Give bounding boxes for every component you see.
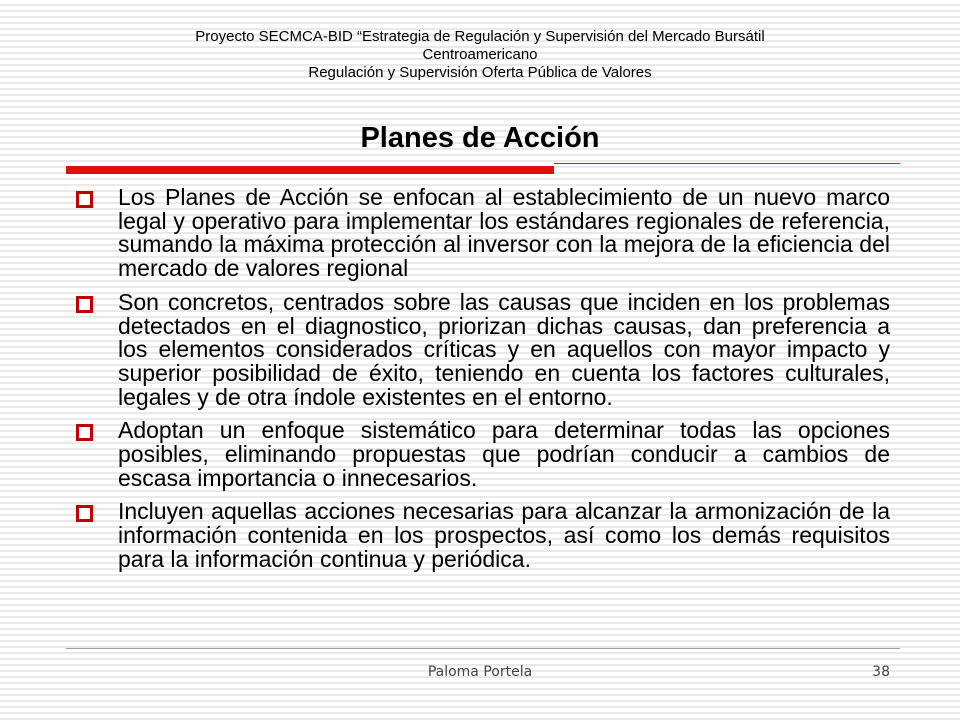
slide-title: Planes de Acción — [360, 122, 600, 154]
header-line-subtitle: Regulación y Supervisión Oferta Pública de Valores — [308, 64, 652, 81]
bullet-item — [70, 288, 890, 410]
footer-author: Paloma Portela — [427, 664, 533, 680]
bullet-item — [70, 186, 890, 281]
footer-divider — [66, 648, 900, 649]
square-bullet-icon — [76, 191, 93, 208]
slide-header — [60, 28, 900, 82]
bullet-text: Adoptan un enfoque sistemático para determinar todas las opciones posibles, eliminando propuestas que podrían conducir a cambios de escasa importancia o innecesarios. — [118, 417, 890, 491]
bullet-item — [70, 500, 890, 571]
slide-page-number: 38 — [872, 664, 890, 680]
bullet-text: Incluyen aquellas acciones necesarias para alcanzar la armonización de la información contenida en los prospectos, así como los demás requisitos para la información continua y periódica. — [118, 498, 890, 572]
bullet-item — [70, 419, 890, 490]
bullet-list — [70, 186, 890, 582]
square-bullet-icon — [76, 424, 93, 441]
square-bullet-icon — [76, 505, 93, 522]
title-underline-thin-line — [554, 163, 900, 164]
square-bullet-icon — [76, 296, 93, 313]
bullet-text: Los Planes de Acción se enfocan al establecimiento de un nuevo marco legal y operativo para implementar los estándares regionales de referencia, sumando la máxima protección al inversor con la mejora de la eficiencia del mercado de valores regional — [118, 184, 890, 282]
title-underline-red-bar — [66, 166, 554, 174]
header-line-project: Proyecto SECMCA-BID “Estrategia de Regulación y Supervisión del Mercado Bursátil — [195, 28, 765, 45]
header-line-region: Centroamericano — [422, 46, 538, 63]
bullet-text: Son concretos, centrados sobre las causas que inciden en los problemas detectados en el diagnostico, priorizan dichas causas, dan preferencia a los elementos considerados críticas y en aquellos con mayor impacto y superior posibilidad de éxito, teniendo en cuenta los factores culturales, legales y de otra índole existentes en el entorno. — [118, 288, 890, 410]
